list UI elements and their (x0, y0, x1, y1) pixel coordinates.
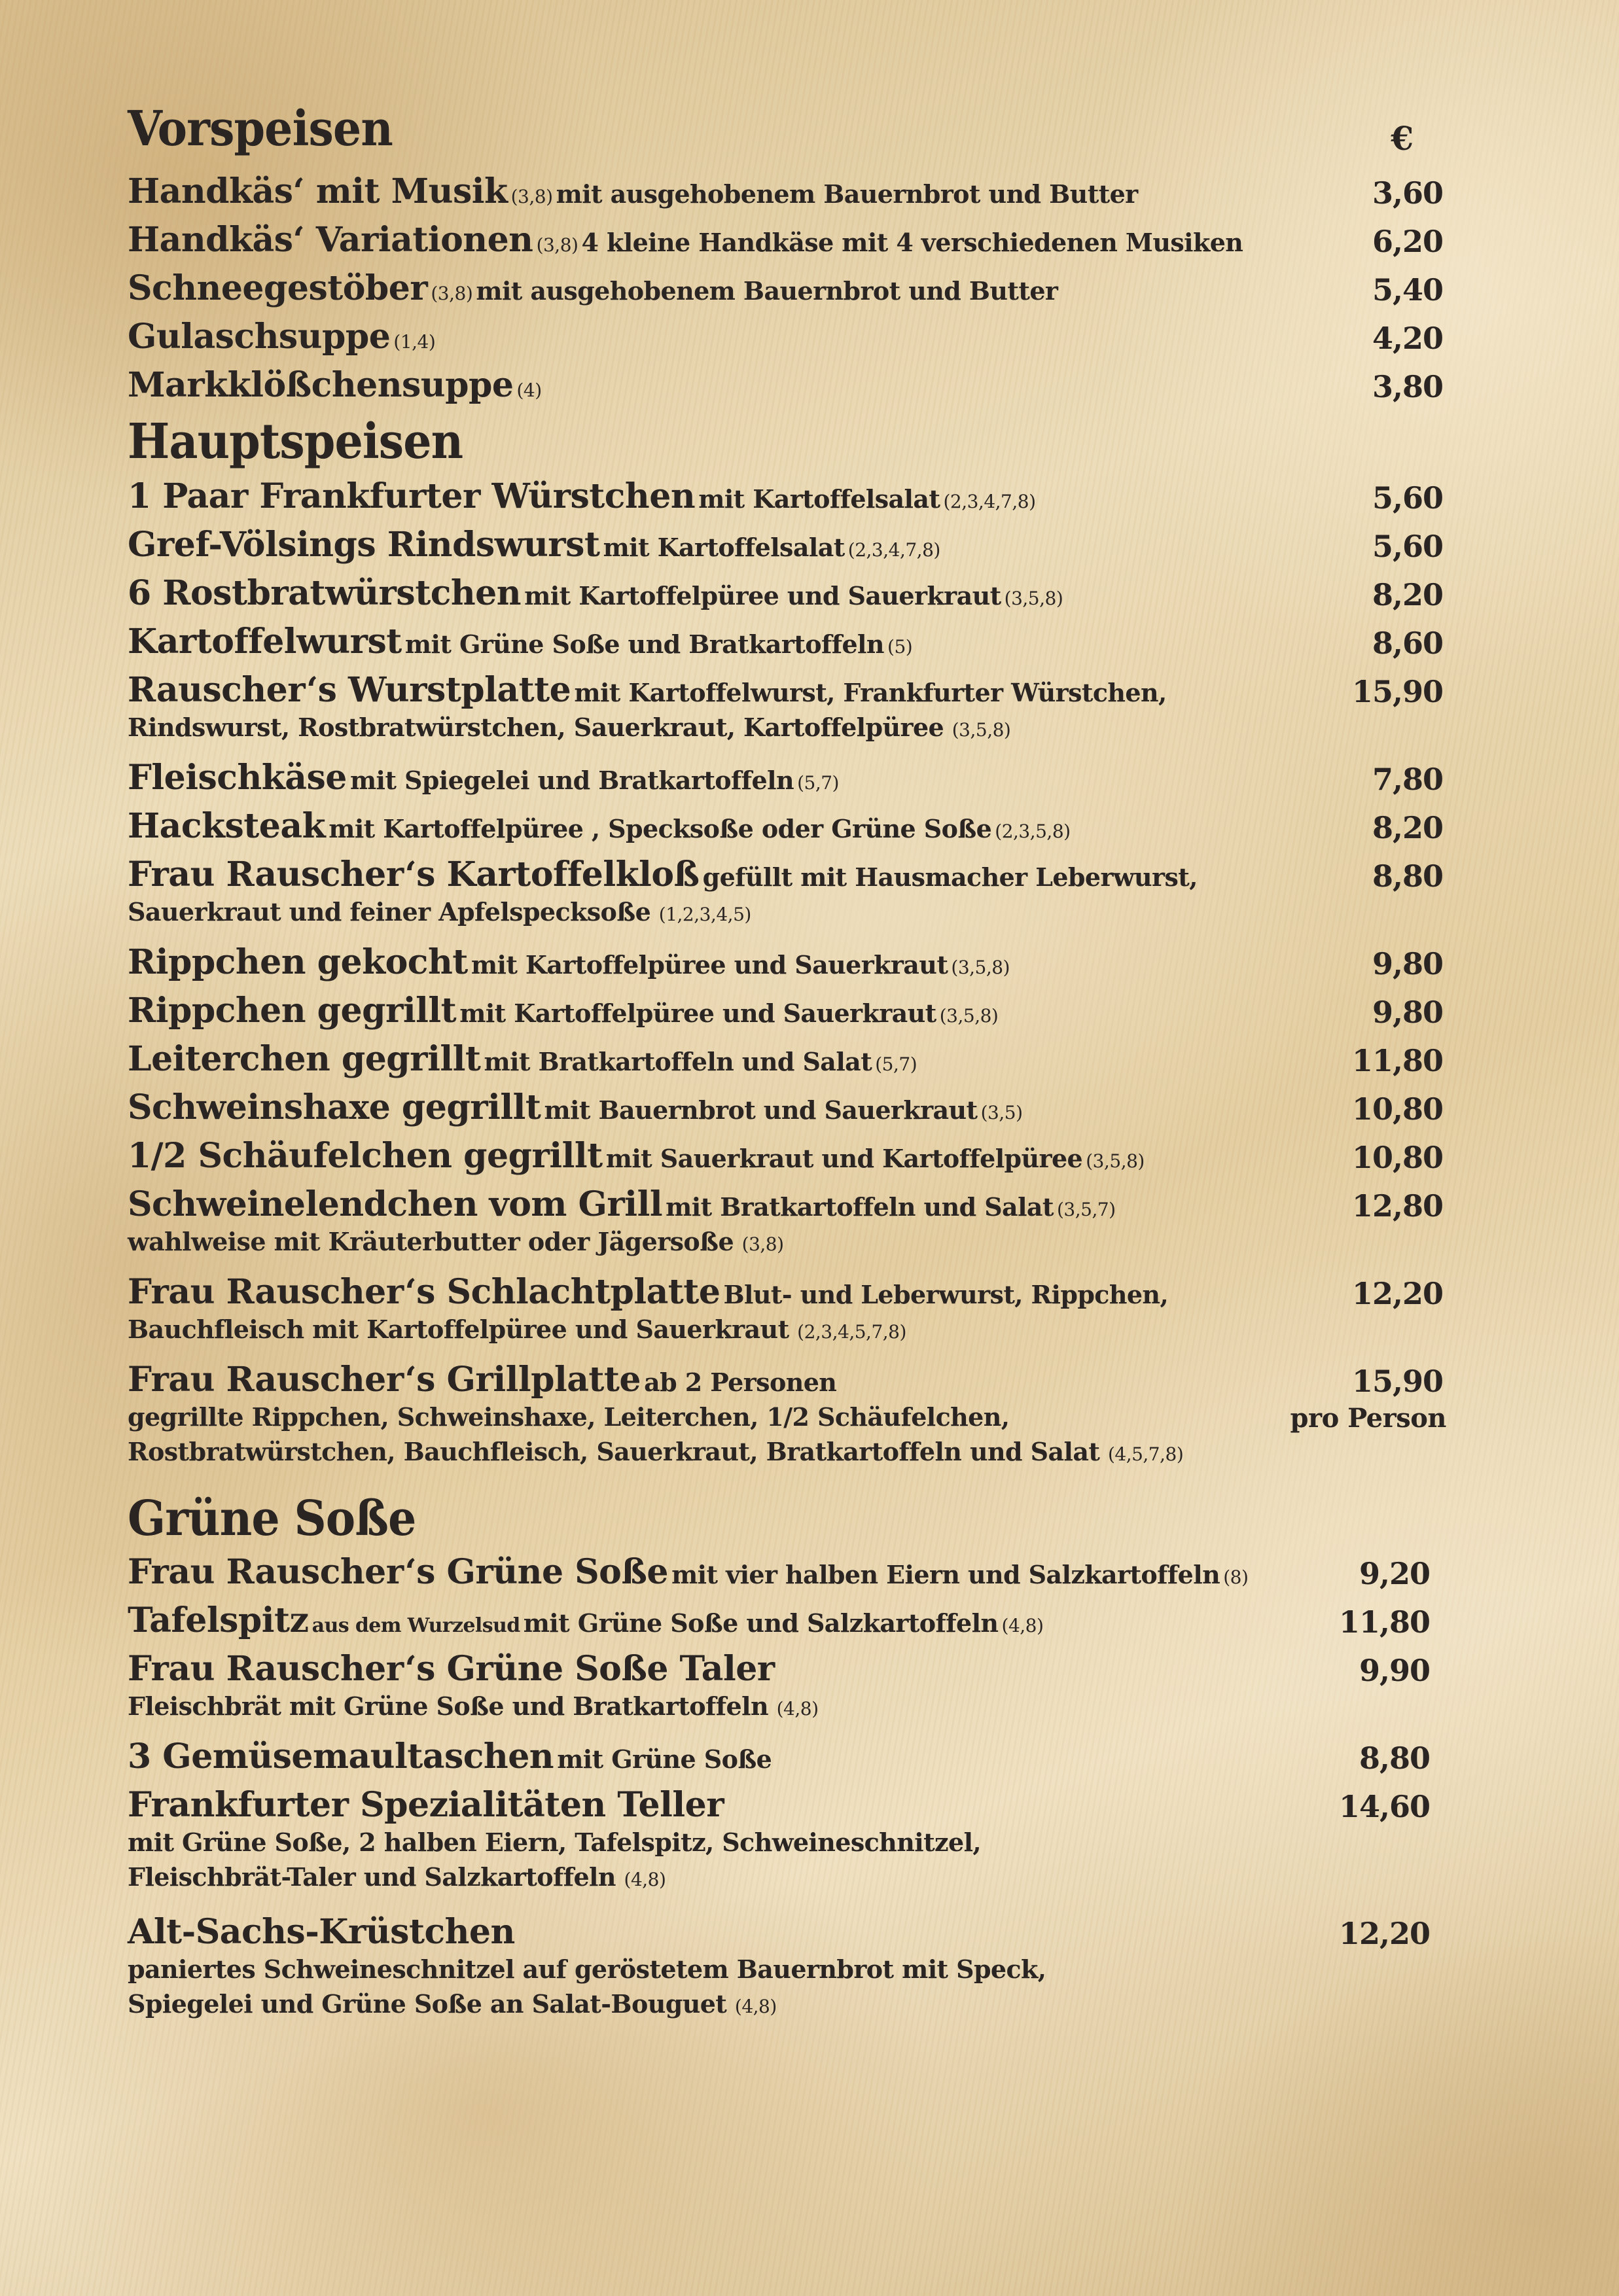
item-price: 12,20 (1338, 1916, 1430, 1951)
item-description: mit vier halben Eiern und Salzkartoffeln (671, 1560, 1220, 1589)
item-name: 6 Rostbratwürstchen (128, 573, 522, 613)
item-description: mit Bratkartoffeln und Salat (666, 1192, 1054, 1222)
item-allergens: (1,2,3,4,5) (658, 904, 751, 925)
item-price: 8,80 (1372, 858, 1443, 894)
item-description: mit Grüne Soße (557, 1744, 772, 1774)
item-description: mit Bratkartoffeln und Salat (484, 1047, 872, 1076)
menu-item (128, 1737, 1443, 1785)
item-description: mit Grüne Soße und Bratkartoffeln (404, 629, 884, 659)
item-description-cont: Bauchfleisch mit Kartoffelpüree und Sauerkraut (128, 1315, 789, 1344)
item-allergens: (3,5,8) (1004, 588, 1063, 609)
item-description: mit Bauernbrot und Sauerkraut (544, 1095, 978, 1125)
item-description-cont: Rindswurst, Rostbratwürstchen, Sauerkraut, Kartoffelpüree (128, 713, 944, 742)
menu-item (128, 317, 1443, 365)
item-allergens: (5) (887, 636, 913, 658)
menu-item (128, 942, 1443, 991)
item-description: mit Kartoffelsalat (603, 533, 845, 562)
menu-item (128, 991, 1443, 1039)
menu-item (128, 268, 1443, 317)
section-title: Grüne Soße (128, 1491, 416, 1547)
item-allergens: (3,8) (741, 1233, 784, 1255)
item-price: 7,80 (1372, 762, 1443, 797)
price-note: pro Person (1290, 1403, 1446, 1434)
item-allergens: (5,7) (875, 1053, 917, 1075)
item-name: Handkäs‘ mit Musik (128, 171, 508, 211)
item-description-small: aus dem Wurzelsud (311, 1614, 520, 1637)
menu-item (128, 806, 1443, 855)
item-allergens: (5,7) (797, 772, 839, 794)
menu-item (128, 365, 1443, 414)
item-price: 10,80 (1351, 1091, 1443, 1127)
item-description: mit Kartoffelsalat (698, 484, 940, 514)
item-allergens: (2,3,4,7,8) (943, 491, 1036, 512)
menu-item (128, 573, 1443, 622)
item-price: 8,20 (1372, 810, 1443, 845)
item-price: 12,80 (1351, 1188, 1443, 1224)
menu-item (128, 1912, 1443, 2039)
item-allergens: (3,8) (431, 283, 473, 304)
item-price: 14,60 (1338, 1789, 1430, 1824)
item-allergens: (3,8) (510, 186, 553, 207)
item-price: 11,80 (1338, 1604, 1430, 1640)
item-name: Schneegestöber (128, 268, 428, 308)
section-title: Vorspeisen (128, 101, 393, 157)
item-description: mit Kartoffelwurst, Frankfurter Würstchen, (574, 678, 1167, 707)
item-price: 3,60 (1372, 175, 1443, 211)
menu-item (128, 1552, 1443, 1600)
item-name: Frau Rauscher‘s Grüne Soße Taler (128, 1649, 775, 1689)
item-name: Fleischkäse (128, 758, 347, 798)
menu-item (128, 855, 1443, 942)
item-description: mit Spiegelei und Bratkartoffeln (349, 766, 794, 795)
item-price: 4,20 (1372, 321, 1443, 356)
item-allergens: (4,8) (734, 1996, 777, 2017)
menu-item (128, 1087, 1443, 1136)
item-description: mit Kartoffelpüree und Sauerkraut (459, 998, 936, 1028)
item-allergens: (4,8) (1001, 1615, 1044, 1636)
item-name: 3 Gemüsemaultaschen (128, 1737, 554, 1776)
item-name: Kartoffelwurst (128, 622, 402, 662)
menu-item (128, 1649, 1443, 1737)
item-allergens: (3,5,8) (939, 1005, 999, 1027)
item-name: Alt-Sachs-Krüstchen (128, 1912, 515, 1952)
item-name: Gulaschsuppe (128, 317, 391, 357)
item-price: 9,80 (1372, 946, 1443, 981)
item-price: 9,80 (1372, 995, 1443, 1030)
item-description: mit Grüne Soße und Salzkartoffeln (523, 1608, 999, 1638)
item-price: 15,90 (1351, 674, 1443, 709)
item-description: Blut- und Leberwurst, Rippchen, (723, 1280, 1169, 1309)
menu-item (128, 476, 1443, 525)
item-price: 8,20 (1372, 577, 1443, 612)
item-name: Frau Rauscher‘s Grüne Soße (128, 1552, 668, 1592)
item-allergens: (3,5,8) (1086, 1150, 1145, 1172)
item-description-cont: Spiegelei und Grüne Soße an Salat-Bouguet (128, 1989, 727, 2019)
item-price: 9,90 (1359, 1653, 1430, 1688)
item-description-cont: Sauerkraut und feiner Apfelspecksoße (128, 897, 651, 927)
item-name: Tafelspitz (128, 1600, 309, 1640)
item-price: 11,80 (1351, 1043, 1443, 1078)
item-description-cont: paniertes Schweineschnitzel auf geröstetem Bauernbrot mit Speck, (128, 1954, 1046, 1984)
menu-item (128, 758, 1443, 806)
menu-item (128, 622, 1443, 670)
item-allergens: (3,5) (980, 1102, 1023, 1123)
item-description-cont: mit Grüne Soße, 2 halben Eiern, Tafelspitz, Schweineschnitzel, (128, 1828, 982, 1857)
item-allergens: (1,4) (393, 331, 436, 353)
currency-symbol: € (1391, 119, 1414, 158)
item-name: 1 Paar Frankfurter Würstchen (128, 476, 696, 516)
item-name: Schweinelendchen vom Grill (128, 1184, 663, 1224)
item-allergens: (2,3,4,5,7,8) (797, 1321, 906, 1343)
item-name: Rippchen gegrillt (128, 991, 457, 1031)
menu-item (128, 1360, 1446, 1484)
item-allergens: (4,5,7,8) (1107, 1443, 1184, 1465)
menu-item (128, 1184, 1443, 1272)
item-description: ab 2 Personen (644, 1368, 837, 1397)
menu-item (128, 1039, 1443, 1087)
item-allergens: (4,8) (776, 1698, 819, 1720)
item-allergens: (4) (516, 380, 542, 401)
item-allergens: (2,3,4,7,8) (847, 539, 940, 561)
item-name: Hacksteak (128, 806, 326, 846)
menu-item (128, 171, 1443, 220)
menu-item (128, 1272, 1443, 1360)
item-name: Leiterchen gegrillt (128, 1039, 481, 1079)
item-allergens: (8) (1223, 1566, 1249, 1588)
item-price: 15,90 (1351, 1364, 1443, 1399)
item-price: 5,60 (1372, 529, 1443, 564)
item-description-cont: wahlweise mit Kräuterbutter oder Jägersoße (128, 1227, 734, 1256)
item-name: Gref-Völsings Rindswurst (128, 525, 600, 565)
item-name: Rippchen gekocht (128, 942, 468, 982)
menu-page (128, 98, 1446, 2039)
menu-item (128, 220, 1443, 268)
item-description-cont: gegrillte Rippchen, Schweinshaxe, Leiterchen, 1/2 Schäufelchen, (128, 1402, 1010, 1432)
item-price: 5,60 (1372, 480, 1443, 516)
item-description-cont: Fleischbrät mit Grüne Soße und Bratkartoffeln (128, 1691, 768, 1721)
item-name: Frau Rauscher‘s Grillplatte (128, 1360, 641, 1400)
item-name: Handkäs‘ Variationen (128, 220, 533, 260)
item-price: 6,20 (1372, 224, 1443, 259)
item-name: Schweinshaxe gegrillt (128, 1087, 541, 1127)
item-description: mit Sauerkraut und Kartoffelpüree (605, 1144, 1083, 1173)
item-description: mit Kartoffelpüree , Specksoße oder Grüne Soße (329, 814, 992, 843)
item-description: mit ausgehobenem Bauernbrot und Butter (476, 276, 1058, 306)
item-name: 1/2 Schäufelchen gegrillt (128, 1136, 603, 1176)
section-gruene-sosse (128, 1484, 1443, 1552)
item-price: 12,20 (1351, 1276, 1443, 1311)
item-description-cont: Fleischbrät-Taler und Salzkartoffeln (128, 1862, 616, 1892)
item-price: 5,40 (1372, 272, 1443, 308)
item-description: mit ausgehobenem Bauernbrot und Butter (556, 179, 1138, 209)
menu-item (128, 525, 1443, 573)
item-price: 8,60 (1372, 626, 1443, 661)
item-price: 10,80 (1351, 1140, 1443, 1175)
item-allergens: (4,8) (624, 1869, 666, 1890)
item-description-cont: Rostbratwürstchen, Bauchfleisch, Sauerkraut, Bratkartoffeln und Salat (128, 1437, 1100, 1466)
item-price: 8,80 (1359, 1740, 1430, 1776)
section-vorspeisen (128, 98, 1443, 171)
menu-item (128, 1600, 1443, 1649)
item-name: Frankfurter Spezialitäten Teller (128, 1785, 724, 1825)
item-allergens: (2,3,5,8) (995, 821, 1071, 842)
menu-item (128, 1136, 1443, 1184)
item-allergens: (3,5,8) (952, 719, 1011, 741)
menu-item (128, 1785, 1443, 1912)
item-price: 9,20 (1359, 1556, 1430, 1591)
item-description: gefüllt mit Hausmacher Leberwurst, (702, 862, 1198, 892)
section-hauptspeisen (128, 414, 1443, 476)
item-name: Frau Rauscher‘s Kartoffelkloß (128, 855, 700, 894)
item-name: Frau Rauscher‘s Schlachtplatte (128, 1272, 721, 1312)
item-allergens: (3,5,8) (951, 957, 1010, 978)
section-title: Hauptspeisen (128, 414, 463, 470)
item-allergens: (3,8) (536, 234, 578, 256)
item-description: mit Kartoffelpüree und Sauerkraut (471, 950, 948, 980)
menu-item (128, 670, 1443, 758)
item-price: 3,80 (1372, 369, 1443, 404)
item-name: Markklößchensuppe (128, 365, 514, 405)
item-description: 4 kleine Handkäse mit 4 verschiedenen Musiken (581, 228, 1243, 257)
item-allergens: (3,5,7) (1056, 1199, 1116, 1220)
item-description: mit Kartoffelpüree und Sauerkraut (524, 581, 1001, 610)
item-name: Rauscher‘s Wurstplatte (128, 670, 571, 710)
